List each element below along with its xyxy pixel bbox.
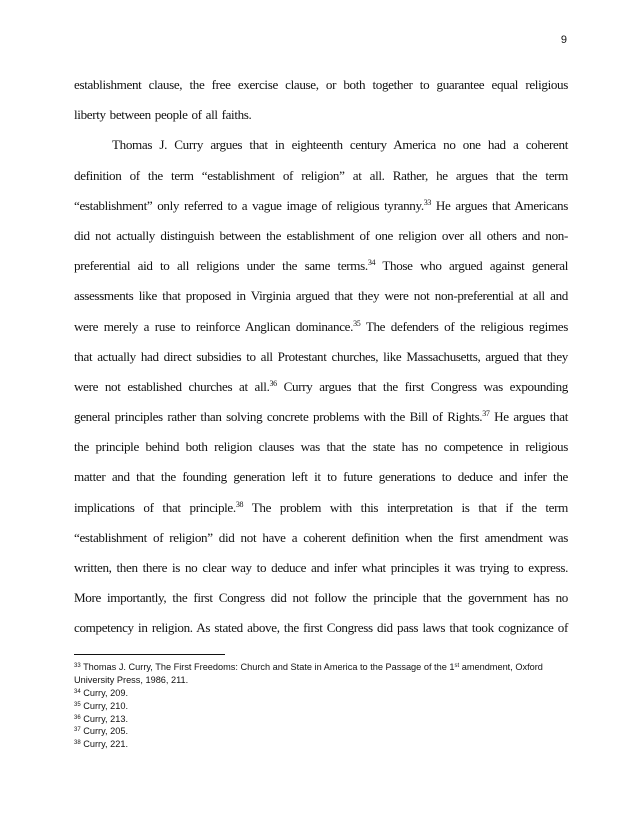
text-run: matter and that the founding generation left it to future generations to deduce and infer the	[74, 469, 568, 485]
paragraph-line	[74, 342, 568, 372]
text-run: “establishment” only referred to a vague image of religious tyranny.	[74, 197, 424, 213]
ordinal-suffix: st	[454, 663, 460, 669]
footnote-number: 37	[74, 727, 81, 734]
paragraph-line	[74, 251, 568, 281]
paragraph-line	[74, 432, 568, 462]
footnote-text: University Press, 1986, 211.	[74, 674, 189, 685]
footnote-ref: 36	[269, 378, 277, 388]
text-run: general principles rather than solving concrete problems with the Bill of Rights.	[74, 409, 483, 425]
text-run: More importantly, the first Congress did not follow the principle that the government has no	[74, 590, 568, 606]
paragraph-line	[74, 312, 568, 342]
text-run: liberty between people of all faiths.	[74, 107, 252, 123]
paragraph-line	[74, 221, 568, 251]
text-run: definition of the term “establishment of religion” at all. Rather, he argues that the term	[74, 167, 568, 183]
footnote-ref: 38	[235, 499, 244, 509]
paragraph-line	[74, 402, 568, 432]
footnote-number: 35	[74, 701, 81, 708]
text-run: that actually had direct subsidies to all Protestant churches, like Massachusetts, argued that they	[74, 348, 568, 364]
footnote-text: Curry, 213.	[80, 713, 129, 724]
text-run: preferential aid to all religions under the same terms.	[74, 258, 368, 274]
footnote	[74, 661, 568, 674]
text-run: Thomas J. Curry argues that in eighteenth century America no one had a coherent	[112, 137, 568, 153]
footnote	[74, 700, 568, 713]
text-run: The problem with this interpretation is that if the term	[243, 499, 568, 515]
text-run: Those who argued against general	[375, 258, 568, 274]
footnote	[74, 687, 568, 700]
paragraph-line	[74, 523, 568, 553]
text-run: competency in religion. As stated above, the first Congress did pass laws that took cognizance of	[74, 620, 568, 636]
footnote-text: Curry, 205.	[80, 726, 129, 737]
text-run: written, then there is no clear way to deduce and infer what principles it was trying to express.	[74, 560, 568, 575]
footnote-ref: 37	[482, 409, 490, 419]
footnote	[74, 713, 568, 726]
text-run: were not established churches at all.	[74, 378, 270, 394]
footnote-number: 33	[74, 663, 81, 669]
paragraph-line	[74, 583, 568, 613]
text-run: implications of that principle.	[74, 499, 236, 515]
text-run: Curry argues that the first Congress was expounding	[276, 378, 568, 394]
footnote-number: 34	[74, 688, 81, 695]
footnote-text: Thomas J. Curry, The First Freedoms: Church and State in America to the Passage of the 1	[80, 662, 455, 672]
paragraph-line	[74, 462, 568, 492]
paragraph-line	[74, 613, 568, 643]
footnote-number: 36	[74, 714, 81, 721]
text-run: He argues that Americans	[431, 197, 568, 213]
footnote-ref: 34	[367, 258, 376, 268]
footnote-text: Curry, 209.	[80, 687, 129, 698]
footnote-text: amendment, Oxford	[459, 662, 543, 672]
text-run: did not actually distinguish between the establishment of one religion over all others and non-	[74, 227, 568, 243]
footnote-text: Curry, 221.	[80, 739, 129, 750]
text-run: He argues that	[489, 409, 568, 425]
footnote-separator	[74, 654, 225, 655]
footnote	[74, 738, 568, 751]
body-text	[74, 70, 568, 644]
text-run: were merely a ruse to reinforce Anglican dominance.	[74, 318, 354, 334]
paragraph-line	[74, 553, 568, 583]
text-run: establishment clause, the free exercise clause, or both together to guarantee equal religious	[74, 77, 568, 92]
footnote	[74, 674, 568, 687]
footnote-text: Curry, 210.	[80, 700, 129, 711]
text-run: “establishment of religion” did not have a coherent definition when the first amendment was	[74, 529, 568, 545]
paragraph-line	[74, 130, 568, 160]
footnote-number: 38	[74, 740, 81, 747]
paragraph-line	[74, 372, 568, 402]
text-run: assessments like that proposed in Virginia argued that they were not non-preferential at all and	[74, 288, 568, 304]
page-number: 9	[560, 34, 567, 46]
paragraph-line	[74, 161, 568, 191]
paragraph-line	[74, 191, 568, 221]
paragraph-line	[74, 100, 568, 130]
paragraph-line	[74, 70, 568, 100]
paragraph-line	[74, 493, 568, 523]
text-run: the principle behind both religion clauses was that the state has no competence in religious	[74, 439, 568, 455]
footnote	[74, 725, 568, 738]
text-run: The defenders of the religious regimes	[360, 318, 568, 334]
footnote-ref: 35	[353, 318, 361, 328]
footnotes	[74, 661, 568, 751]
paragraph-line	[74, 281, 568, 311]
footnote-ref: 33	[423, 197, 432, 207]
